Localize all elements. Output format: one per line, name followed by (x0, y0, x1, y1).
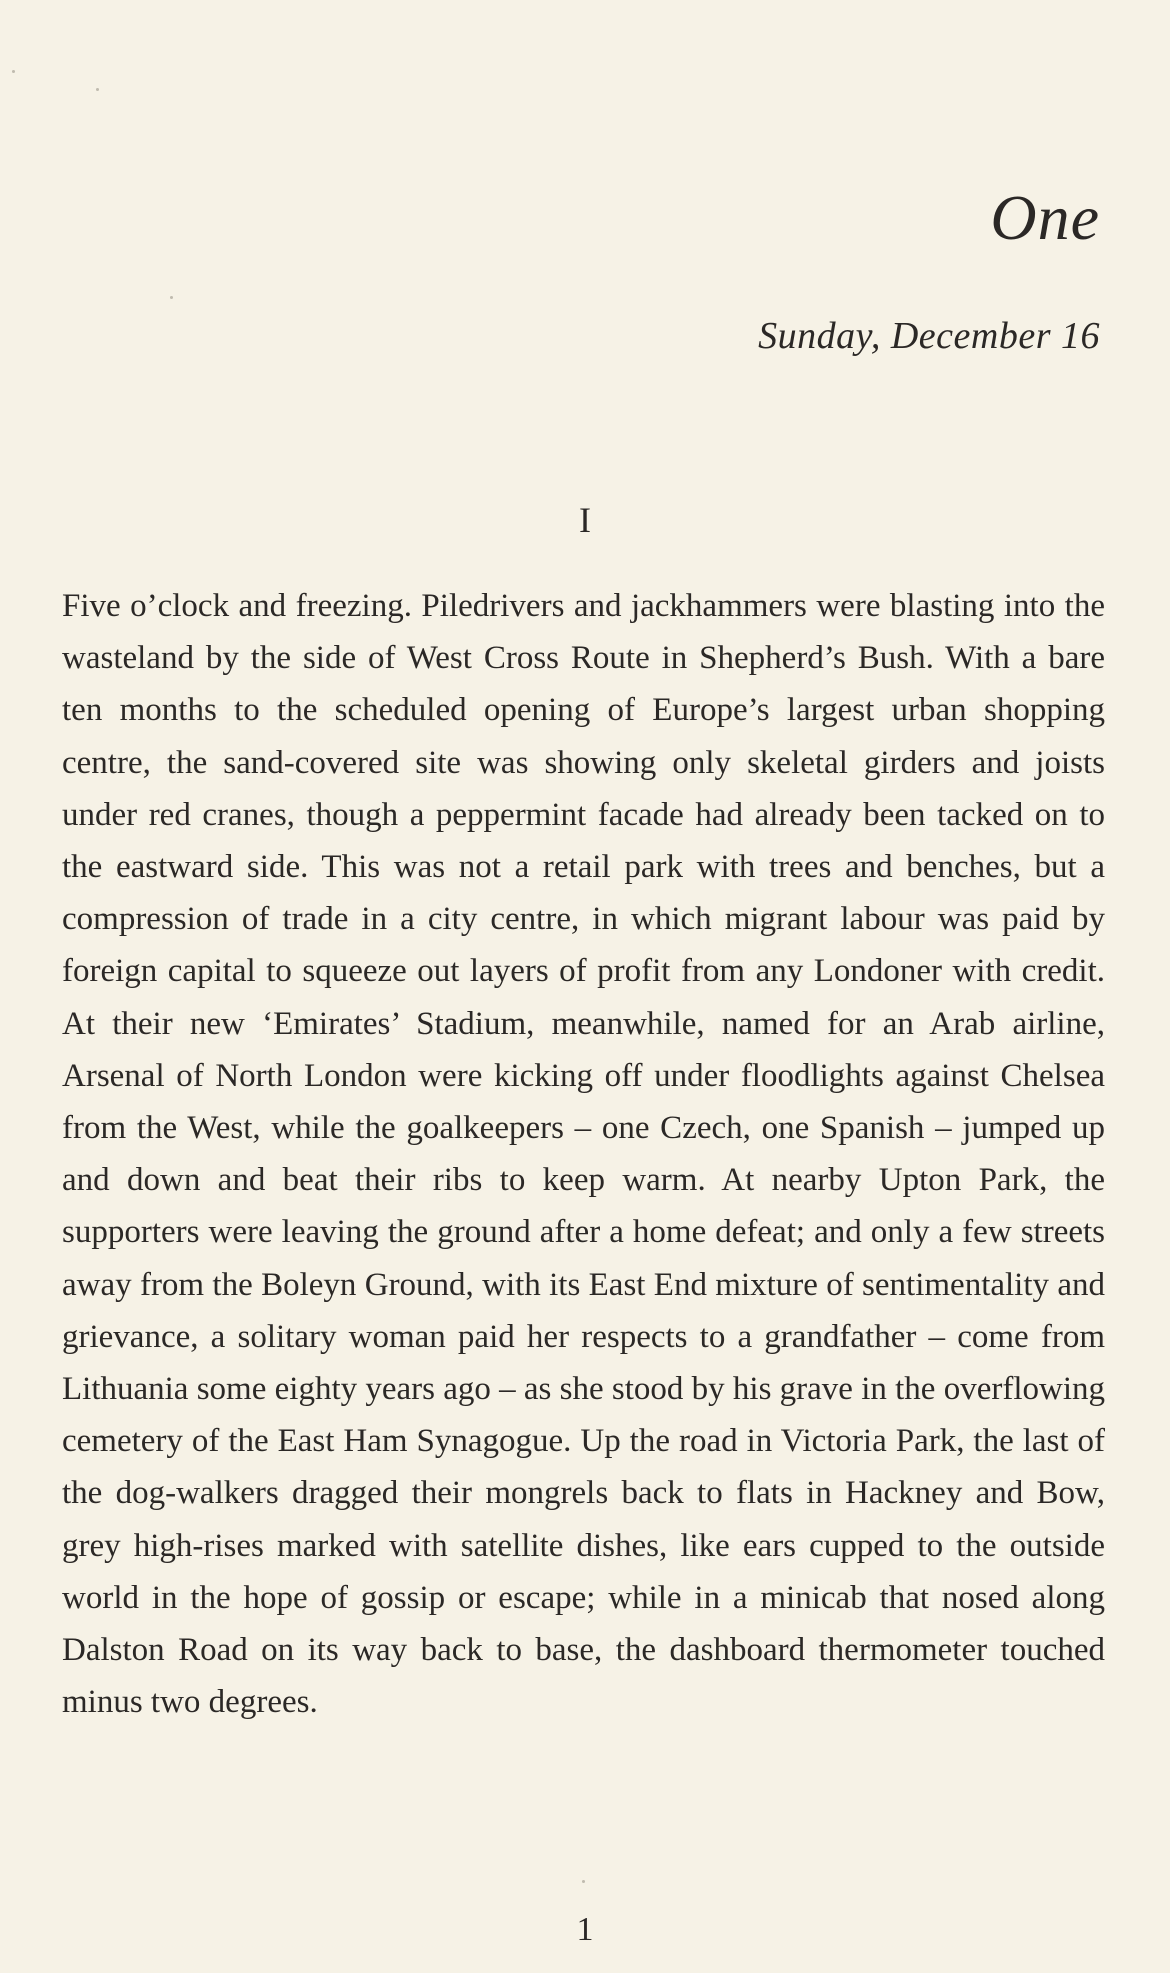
chapter-title: One (990, 182, 1100, 253)
section-number: I (579, 500, 591, 540)
paper-speck (12, 70, 15, 73)
body-paragraph: Five o’clock and freezing. Piledrivers and jackhammers were blasting into the wasteland by the side of West Cross Route in Shepherd’s Bush. With a bare ten months to the scheduled opening of Europe’s largest urban shopping centre, the sand-covered site was showing only skeletal girders and joists under red cranes, though a peppermint facade had already been tacked on to the eastward side. This was not a retail park with trees and benches, but a compression of trade in a city centre, in which migrant labour was paid by foreign capital to squeeze out layers of profit from any Londoner with credit. At their new ‘Emirates’ Stadium, meanwhile, named for an Arab airline, Arsenal of North London were kicking off under floodlights against Chelsea from the West, while the goalkeepers – one Czech, one Spanish – jumped up and down and beat their ribs to keep warm. At nearby Upton Park, the supporters were leaving the ground after a home defeat; and only a few streets away from the Boleyn Ground, with its East End mixture of sentimentality and grievance, a solitary woman paid her respects to a grandfather – come from Lithuania some eighty years ago – as she stood by his grave in the overflowing cemetery of the East Ham Synagogue. Up the road in Victoria Park, the last of the dog-walkers dragged their mongrels back to flats in Hackney and Bow, grey high-rises marked with satellite dishes, like ears cupped to the outside world in the hope of gossip or escape; while in a minicab that nosed along Dalston Road on its way back to base, the dashboard thermometer touched minus two degrees. (62, 588, 1105, 1721)
chapter-date: Sunday, December 16 (758, 315, 1100, 357)
paper-speck (582, 1880, 585, 1883)
paper-speck (170, 296, 173, 299)
paper-speck (96, 88, 99, 91)
page-number: 1 (576, 1911, 594, 1948)
